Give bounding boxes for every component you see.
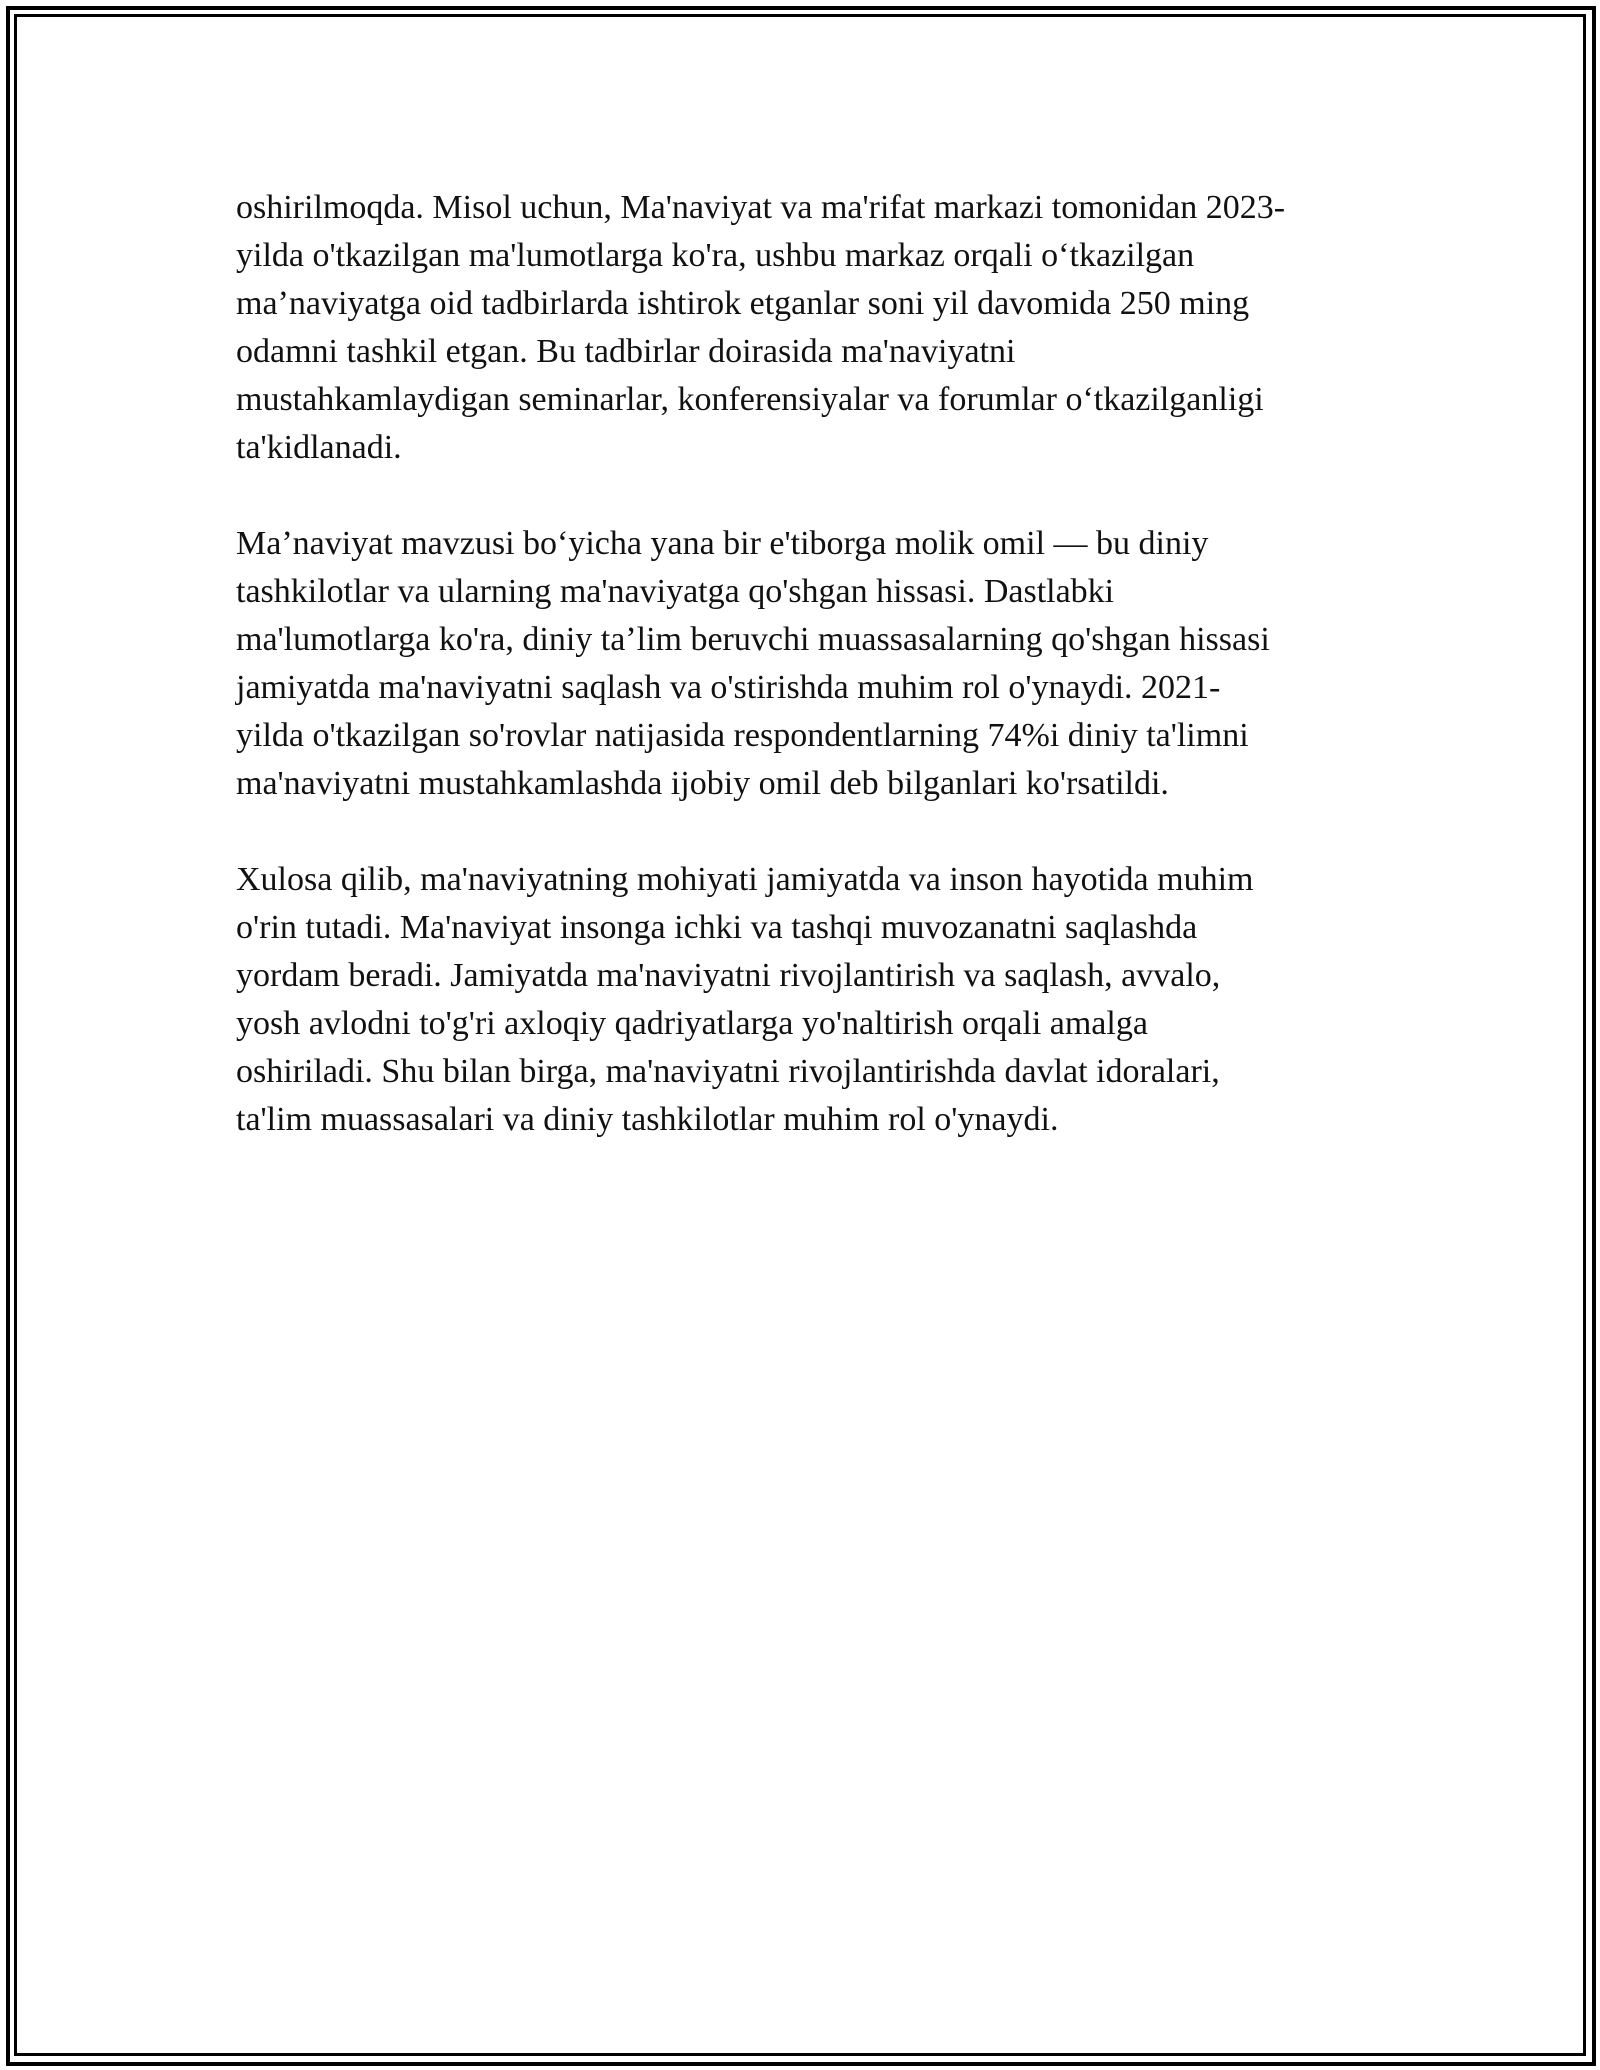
paragraph-1: oshirilmoqda. Misol uchun, Ma'naviyat va ma'rifat markazi tomonidan 2023- yilda o'tkazilgan ma'lumotlarga ko'ra, ushbu markaz orqali oʻtkazilgan maʼnaviyatga oid tadbirlarda ishtirok etganlar soni yil davomida 250 ming odamni tashkil etgan. Bu tadbirlar doirasida ma'naviyatni mustahkamlaydigan seminarlar, konferensiyalar va forumlar oʻtkazilganligi ta'kidlanadi. — [236, 189, 1286, 466]
document-body — [236, 184, 1396, 1192]
paragraph-2: Maʼnaviyat mavzusi boʻyicha yana bir e'tiborga molik omil — bu diniy tashkilotlar va ularning ma'naviyatga qo'shgan hissasi. Dastlabki ma'lumotlarga ko'ra, diniy taʼlim beruvchi muassasalarning qo'shgan hissasi jamiyatda ma'naviyatni saqlash va o'stirishda muhim rol o'ynaydi. 2021- yilda o'tkazilgan so'rovlar natijasida respondentlarning 74%i diniy ta'limni ma'naviyatni mustahkamlashda ijobiy omil deb bilganlari ko'rsatildi. — [236, 525, 1270, 802]
paragraph-3: Xulosa qilib, ma'naviyatning mohiyati jamiyatda va inson hayotida muhim o'rin tutadi. Ma'naviyat insonga ichki va tashqi muvozanatni saqlashda yordam beradi. Jamiyatda ma'naviyatni rivojlantirish va saqlash, avvalo, yosh avlodni to'g'ri axloqiy qadriyatlarga yo'naltirish orqali amalga oshiriladi. Shu bilan birga, ma'naviyatni rivojlantirishda davlat idoralari, ta'lim muassasalari va diniy tashkilotlar muhim rol o'ynaydi. — [236, 861, 1254, 1138]
